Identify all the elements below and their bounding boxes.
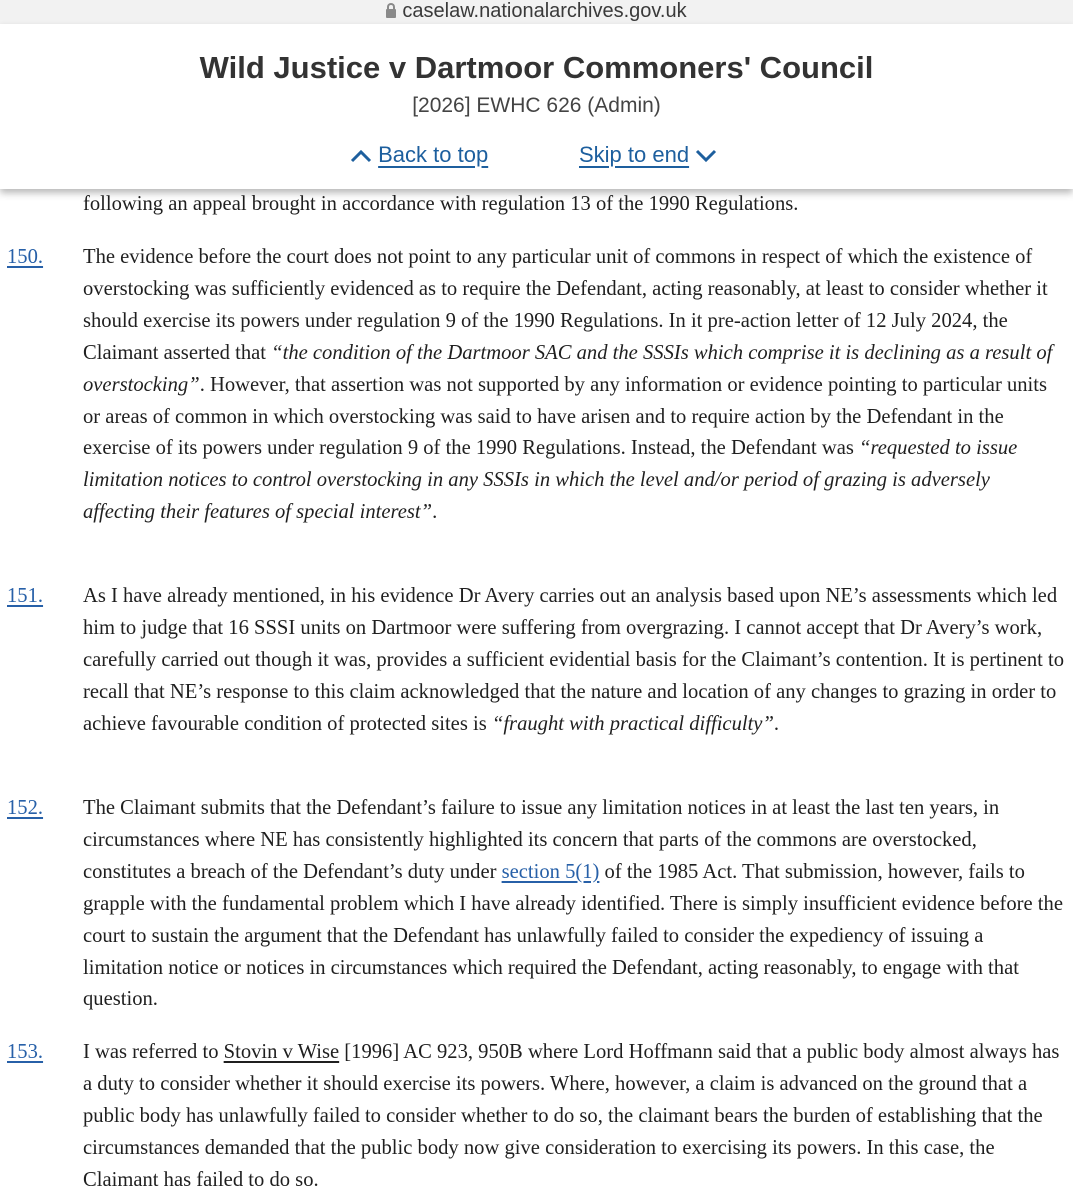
- text-run: of the 1985 Act. That submission, however, fails to grapple with the fundamental problem which I have already identified. There is simply insufficient evidence before the court to sustain the argument that the Defendant has unlawfully failed to consider the expediency of issuing a limitation notice or notices in circumstances which required the Defendant, acting reasonably, to engage with that question.: [83, 860, 1063, 1011]
- skip-to-end-label: Skip to end: [579, 142, 690, 167]
- text-run: .: [432, 501, 438, 524]
- back-to-top-label: Back to top: [378, 142, 489, 167]
- paragraph-text: [83, 581, 1067, 741]
- text-run: I was referred to: [83, 1041, 224, 1063]
- text-run: [1996] AC 923, 950B where Lord Hoffmann said that a public body almost always has a duty to consider whether it should exercise its powers. Where, however, a claim is advanced on the ground that a public body has unlawfully failed to consider whether to do so, the claimant bears the burden of establishing that the circumstances demanded that the public body now give consideration to exercising its powers. In this case, the Claimant has failed to do so.: [83, 1041, 1060, 1191]
- browser-url-bar[interactable]: [0, 0, 1073, 24]
- paragraph-153: [0, 1037, 1073, 1197]
- paragraph-text: [83, 793, 1067, 1016]
- case-link[interactable]: Stovin v Wise: [223, 1041, 340, 1063]
- text-run: As I have already mentioned, in his evidence Dr Avery carries out an analysis based upon NE’s assessments which led him to judge that 16 SSSI units on Dartmoor were suffering from overgrazing. I cannot accept that Dr Avery’s work, carefully carried out though it was, provides a sufficient evidential basis for the Claimant’s contention. It is pertinent to recall that NE’s response to this claim acknowledged that the nature and location of any changes to grazing in order to achieve favourable condition of protected sites is: [83, 585, 1064, 735]
- text-run: The evidence before the court does not point to any particular unit of commons in respect of which the existence of overstocking was sufficiently evidenced as to require the Defendant, acting reasonably, at least to consider whether it should exercise its powers under regulation 9 of the 1990 Regulations. In it pre-action letter of 12 July 2024, the Claimant asserted that: [83, 246, 1048, 364]
- paragraph-number-link[interactable]: 151.: [7, 585, 44, 607]
- paragraph-152: [0, 793, 1073, 1016]
- paragraph-number-link[interactable]: 153.: [7, 1041, 44, 1063]
- paragraph-text: [83, 1037, 1067, 1197]
- neutral-citation: [2026] EWHC 626 (Admin): [412, 94, 661, 117]
- page-title: Wild Justice v Dartmoor Commoners' Council: [199, 50, 874, 85]
- back-to-top-link[interactable]: [350, 142, 488, 168]
- text-run: . However, that assertion was not supported by any information or evidence pointing to particular units or areas of common in which overstocking was said to have arisen and to require action by the Defendant in the exercise of its powers under regulation 9 of the 1990 Regulations. Instead, the Defendant was: [83, 373, 1048, 460]
- url-text: caselaw.nationalarchives.gov.uk: [402, 0, 687, 22]
- paragraph-151: [0, 581, 1073, 741]
- paragraph-number-link[interactable]: 152.: [7, 797, 44, 819]
- paragraph-150: [0, 242, 1073, 529]
- chevron-up-icon: [350, 149, 372, 163]
- paragraph-number-link[interactable]: 150.: [7, 246, 44, 268]
- page-header: [0, 24, 1073, 189]
- chevron-down-icon: [695, 149, 717, 163]
- quotation: “fraught with practical difficulty”: [491, 712, 774, 735]
- text-run: .: [773, 712, 780, 735]
- quotation: “the condition of the Dartmoor SAC and the SSSIs which comprise it is declining as a result of overstocking”: [83, 341, 1053, 396]
- judgment-body: [0, 189, 1073, 1200]
- continued-paragraph-text: following an appeal brought in accordance with regulation 13 of the 1990 Regulations.: [83, 193, 799, 215]
- text-run: The Claimant submits that the Defendant’s failure to issue any limitation notices in at least the last ten years, in circumstances where NE has consistently highlighted its concern that parts of the commons are overstocked, constitutes a breach of the Defendant’s duty under: [83, 797, 1000, 883]
- lock-icon: [386, 9, 396, 18]
- paragraph-text: [83, 242, 1067, 529]
- legislation-link[interactable]: section 5(1): [501, 860, 600, 883]
- quotation: “requested to issue limitation notices to control overstocking in any SSSIs in which the level and/or period of grazing is adversely affecting their features of special interest”: [83, 437, 1018, 524]
- skip-to-end-link[interactable]: [579, 142, 717, 168]
